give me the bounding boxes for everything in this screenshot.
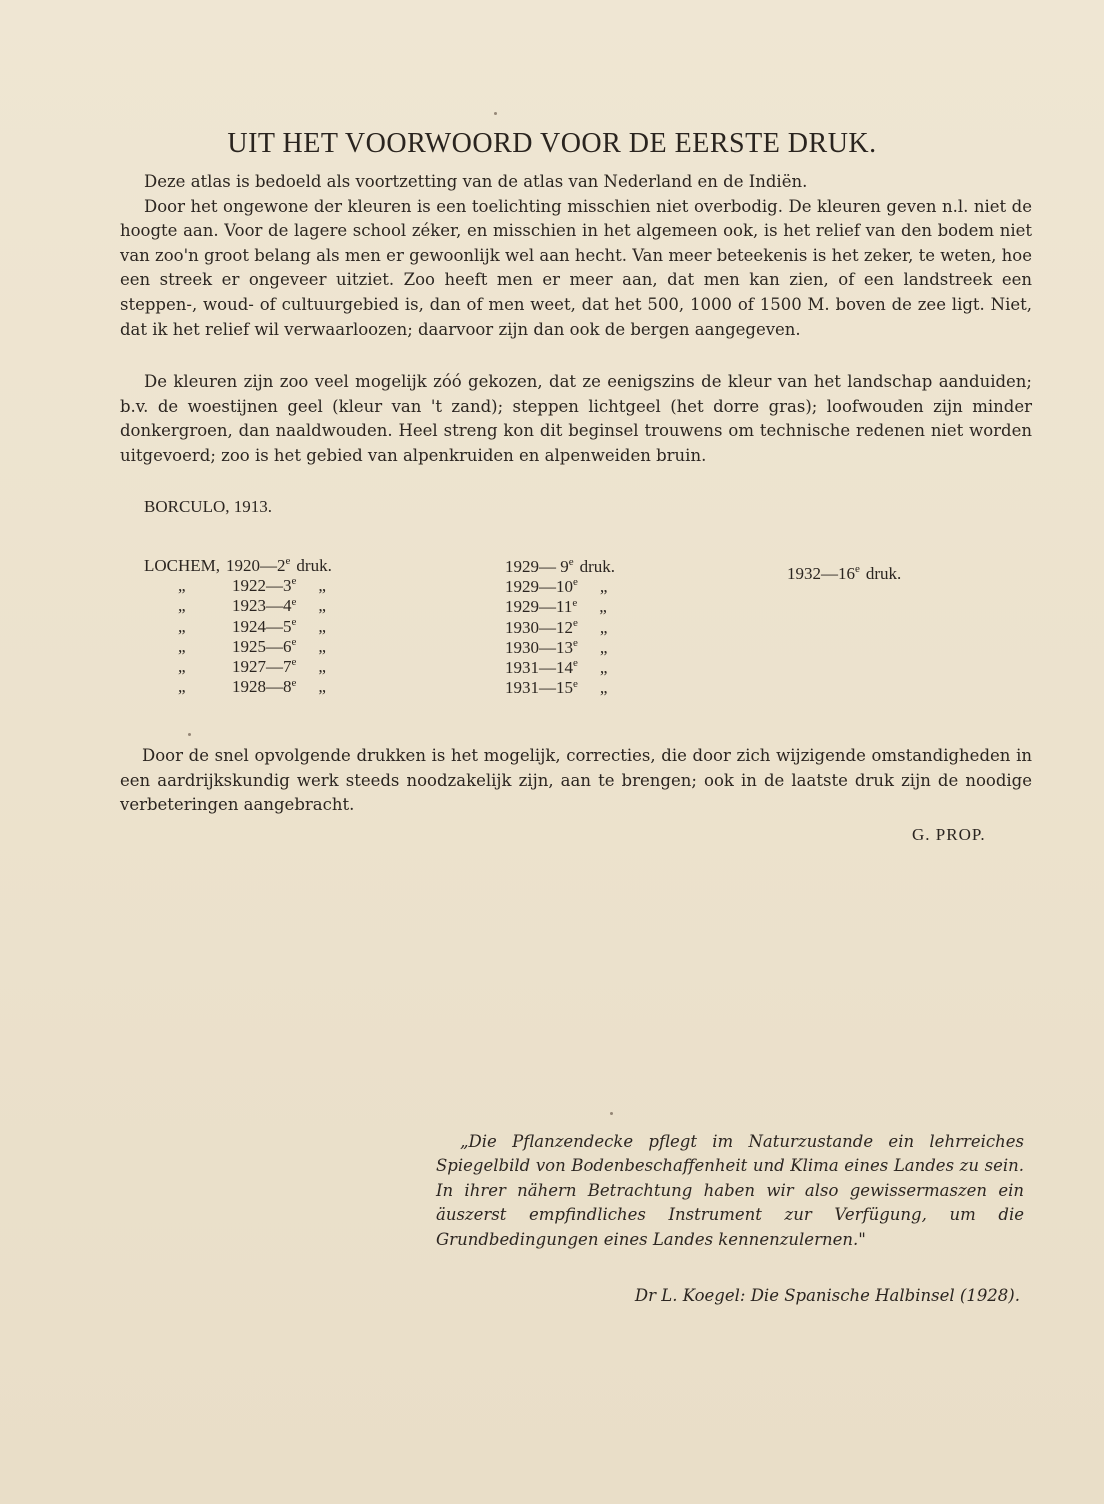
paragraph-4: Door de snel opvolgende drukken is het mogelijk, correcties, die door zich wijzigende omstandigheden in een aardrijkskundig werk steeds noodzakelijk zijn, aan te brengen; ook in de laatste druk zijn de noodige verbeteringen aangebracht.	[120, 746, 1032, 815]
paper-speck	[610, 1112, 613, 1115]
edition-year: 1927—7	[232, 657, 292, 677]
paper-speck	[494, 112, 497, 115]
edition-year: 1923—4	[232, 596, 292, 616]
edition-line	[144, 673, 424, 697]
edition-line	[144, 551, 424, 575]
editions-column-1	[144, 551, 424, 697]
edition-suffix: „	[599, 597, 607, 617]
edition-superscript: e	[573, 616, 578, 629]
edition-line	[144, 652, 424, 677]
edition-suffix: druk.	[865, 563, 902, 583]
editions-column-3	[787, 559, 987, 583]
preface-body-1	[120, 170, 1032, 342]
edition-line	[505, 593, 705, 617]
edition-suffix: „	[318, 657, 326, 677]
edition-year: 1929— 9	[505, 556, 569, 576]
edition-year: 1925—6	[232, 636, 292, 656]
edition-superscript: e	[291, 575, 297, 588]
edition-year: 1922—3	[232, 575, 292, 595]
edition-superscript: e	[291, 656, 297, 669]
edition-line	[144, 592, 424, 616]
signature: G. PROP.	[912, 825, 986, 844]
edition-line	[144, 632, 424, 656]
epigraph-quote	[436, 1130, 1024, 1252]
edition-suffix: „	[318, 596, 326, 616]
preface-body-3	[120, 744, 1032, 818]
edition-prefix: „	[178, 636, 186, 656]
edition-line	[787, 559, 987, 583]
edition-suffix: druk.	[579, 556, 616, 576]
edition-year: 1931—14	[505, 658, 573, 678]
edition-superscript: e	[285, 555, 291, 567]
quote-source: Dr L. Koegel: Die Spanische Halbinsel (1928).	[634, 1286, 1020, 1305]
edition-line	[505, 552, 705, 576]
edition-suffix: „	[599, 658, 608, 678]
edition-suffix: „	[599, 576, 608, 596]
edition-superscript: e	[855, 563, 860, 575]
editions-column-2	[505, 552, 705, 698]
edition-year: 1930—13	[505, 637, 573, 657]
edition-superscript: e	[291, 595, 297, 608]
edition-year: 1924—5	[232, 616, 292, 636]
edition-suffix: „	[318, 636, 326, 656]
edition-year: 1930—12	[505, 617, 573, 637]
page-title: UIT HET VOORWOORD VOOR DE EERSTE DRUK.	[227, 128, 877, 159]
edition-line	[505, 613, 705, 637]
edition-suffix: „	[599, 617, 608, 637]
edition-line	[505, 674, 705, 698]
edition-superscript: e	[573, 576, 578, 589]
paper-speck	[188, 733, 191, 736]
edition-prefix: „	[178, 657, 186, 677]
edition-line	[505, 633, 705, 657]
edition-suffix: „	[318, 677, 326, 697]
edition-suffix: „	[599, 637, 608, 657]
edition-line	[505, 572, 705, 596]
edition-prefix: „	[178, 575, 186, 595]
edition-superscript: e	[572, 596, 578, 609]
edition-year: 1929—11	[505, 597, 573, 617]
edition-year: 1932—16	[787, 563, 855, 583]
edition-prefix: „	[178, 616, 186, 636]
edition-line	[505, 653, 705, 678]
edition-superscript: e	[291, 615, 297, 628]
edition-prefix: „	[178, 596, 186, 616]
edition-superscript: e	[291, 636, 297, 649]
edition-superscript: e	[568, 556, 574, 568]
edition-year: 1931—15	[505, 678, 573, 698]
edition-prefix: LOCHEM,	[144, 555, 221, 575]
preface-body-2	[120, 370, 1032, 468]
edition-year: 1928—8	[232, 677, 292, 697]
edition-suffix: „	[318, 575, 326, 595]
edition-suffix: druk.	[296, 555, 332, 575]
paragraph-2: Door het ongewone der kleuren is een toelichting misschien niet overbodig. De kleuren geven n.l. niet de hoogte aan. Voor de lagere school zéker, en misschien in het algemeen ook, is het relief van den bodem niet van zoo'n groot belang als men er gewoonlijk wel aan hecht. Van meer beteekenis is het zeker, te weten, hoe een streek er ongeveer uitziet. Zoo heeft men er meer aan, dat men kan zien, of een landstreek een steppen-, woud- of cultuurgebied is, dan of men weet, dat het 500, 1000 of 1500 M. boven de zee ligt. Niet, dat ik het relief wil verwaarloozen; daarvoor zijn dan ook de bergen aangegeven.	[120, 196, 1032, 339]
quote-text: „Die Pflanzendecke pflegt im Naturzustande ein lehrreiches Spiegelbild von Bodenbeschaffenheit und Klima eines Landes zu sein. In ihrer nähern Betrachtung haben wir also gewissermaszen ein äuszerst empfindliches Instrument zur Verfügung, um die Grundbedingungen eines Landes kennenzulernen."	[436, 1132, 1024, 1249]
edition-superscript: e	[573, 637, 578, 650]
place-date: BORCULO, 1913.	[144, 497, 272, 516]
edition-superscript: e	[291, 676, 297, 689]
edition-line	[144, 612, 424, 636]
edition-superscript: e	[573, 657, 578, 670]
edition-suffix: „	[599, 678, 608, 698]
paragraph-3: De kleuren zijn zoo veel mogelijk zóó gekozen, dat ze eenigszins de kleur van het landschap aanduiden; b.v. de woestijnen geel (kleur van 't zand); steppen lichtgeel (het dorre gras); loofwouden zijn minder donkergroen, dan naaldwouden. Heel streng kon dit beginsel trouwens om technische redenen niet worden uitgevoerd; zoo is het gebied van alpenkruiden en alpenweiden bruin.	[120, 372, 1032, 465]
edition-prefix: „	[178, 677, 186, 697]
paragraph-1: Deze atlas is bedoeld als voortzetting van de atlas van Nederland en de Indiën.	[144, 172, 808, 191]
edition-year: 1929—10	[505, 576, 573, 596]
edition-superscript: e	[573, 677, 578, 690]
edition-year: 1920—2	[226, 555, 286, 575]
edition-line	[144, 571, 424, 595]
edition-suffix: „	[318, 616, 326, 636]
